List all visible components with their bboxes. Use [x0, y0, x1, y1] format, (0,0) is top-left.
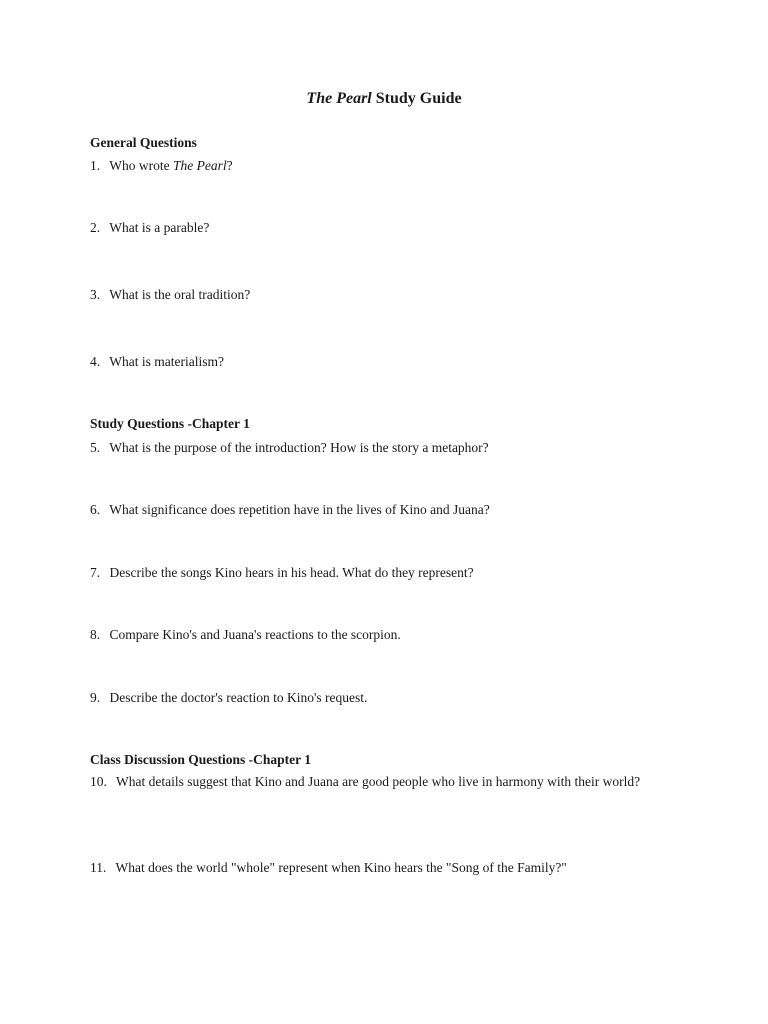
- question-3: [90, 283, 680, 306]
- question-number: 5.: [90, 440, 101, 455]
- question-number: 3.: [90, 287, 101, 302]
- section-heading-study: Study Questions -Chapter 1: [90, 416, 250, 431]
- question-4: [90, 350, 680, 373]
- question-number: 10.: [90, 774, 107, 789]
- question-7: [90, 561, 680, 584]
- question-number: 6.: [90, 502, 101, 517]
- question-text-italic: The Pearl: [173, 158, 227, 173]
- question-number: 9.: [90, 690, 101, 705]
- title-italic: The Pearl: [306, 90, 372, 107]
- question-number: 2.: [90, 220, 101, 235]
- question-number: 11.: [90, 860, 107, 875]
- question-10: [90, 770, 680, 793]
- question-text: What is the purpose of the introduction? How is the story a metaphor?: [109, 440, 489, 455]
- question-number: 4.: [90, 354, 101, 369]
- question-number: 8.: [90, 627, 101, 642]
- page-title: [0, 90, 768, 108]
- question-text: Describe the doctor's reaction to Kino's request.: [109, 690, 368, 705]
- question-text: What is a parable?: [109, 220, 210, 235]
- question-text: What details suggest that Kino and Juana are good people who live in harmony with their world?: [116, 774, 641, 789]
- question-text: Describe the songs Kino hears in his head. What do they represent?: [109, 565, 474, 580]
- question-number: 1.: [90, 158, 101, 173]
- question-6: [90, 498, 680, 521]
- question-text: Compare Kino's and Juana's reactions to the scorpion.: [109, 627, 401, 642]
- section-heading-general: General Questions: [90, 135, 197, 150]
- title-rest: Study Guide: [371, 90, 462, 107]
- question-8: [90, 623, 680, 646]
- question-text-post: ?: [226, 158, 233, 173]
- question-2: [90, 216, 680, 239]
- section-heading-discussion: Class Discussion Questions -Chapter 1: [90, 752, 312, 767]
- question-1: [90, 154, 680, 177]
- question-text: What significance does repetition have in the lives of Kino and Juana?: [109, 502, 490, 517]
- question-text: What is the oral tradition?: [109, 287, 251, 302]
- question-text-pre: Who wrote: [109, 158, 173, 173]
- question-text: What does the world "whole" represent when Kino hears the "Song of the Family?": [115, 860, 567, 875]
- question-text: What is materialism?: [109, 354, 224, 369]
- question-number: 7.: [90, 565, 101, 580]
- question-11: [90, 856, 680, 879]
- question-9: [90, 686, 680, 709]
- question-5: [90, 436, 680, 459]
